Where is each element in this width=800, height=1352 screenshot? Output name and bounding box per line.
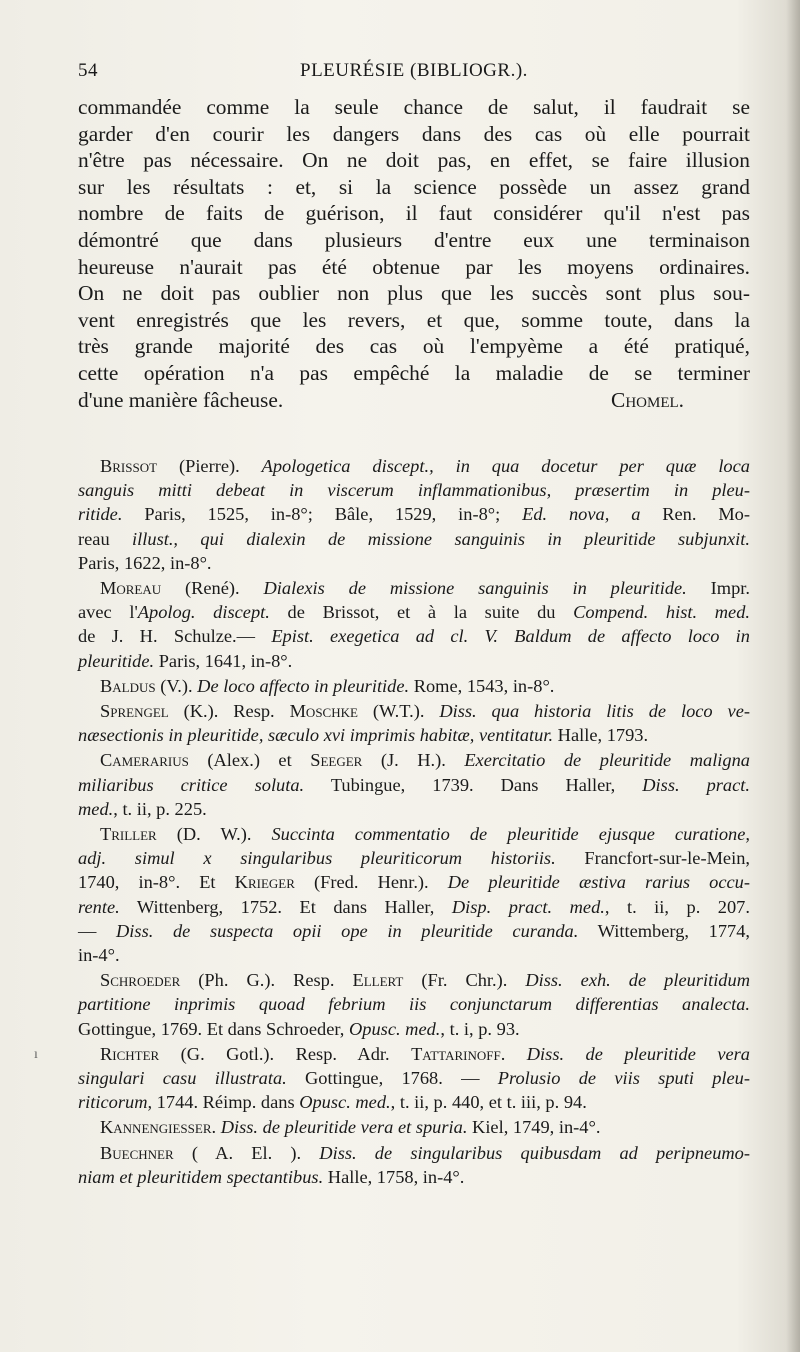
bibliography-line: de J. H. Schulze.— Epist. exegetica ad cl. V. Baldum de affecto loco in xyxy=(78,626,750,647)
bibliography-line: 1740, in-8°. Et Krieger (Fred. Henr.). De pleuritide æstiva rarius occu- xyxy=(78,872,751,893)
author-signature: Chomel. xyxy=(611,387,684,412)
bibliography-line: miliaribus critice soluta. Tubingue, 1739. Dans Haller, Diss. pract. xyxy=(78,774,750,795)
bibliography-line: avec l'Apolog. discept. de Brissot, et à la suite du Compend. hist. med. xyxy=(78,602,750,623)
bibliography-line: partitione inprimis quoad febrium iis conjunctarum differentias analecta. xyxy=(78,994,750,1015)
paragraph-line: sur les résultats : et, si la science possède un assez grand xyxy=(78,174,750,199)
paragraph-line: On ne doit pas oublier non plus que les succès sont plus sou- xyxy=(78,281,750,306)
bibliography-line: riticorum, 1744. Réimp. dans Opusc. med., t. ii, p. 440, et t. iii, p. 94. xyxy=(78,1092,587,1113)
paragraph-line: vent enregistrés que les revers, et que, somme toute, dans la xyxy=(78,307,750,332)
bibliography-entry xyxy=(78,1042,750,1115)
bibliography-line: rente. Wittenberg, 1752. Et dans Haller, Disp. pract. med., t. ii, p. 207. xyxy=(78,896,750,917)
bibliography-line: Buechner ( A. El. ). Diss. de singularibus quibusdam ad peripneumo- xyxy=(100,1142,751,1163)
margin-mark: ı xyxy=(34,1047,38,1062)
bibliography-line: singulari casu illustrata. Gottingue, 1768. — Prolusio de viis sputi pleu- xyxy=(78,1068,750,1089)
bibliography-line: Richter (G. Gotl.). Resp. Adr. Tattarinoff. Diss. de pleuritide vera xyxy=(100,1043,750,1064)
paragraph-line: commandée comme la seule chance de salut, il faudrait se xyxy=(78,95,750,119)
bibliography-line: Brissot (Pierre). Apologetica discept., in qua docetur per quæ loca xyxy=(100,456,750,476)
paragraph-line: heureuse n'aurait pas été obtenue par les moyens ordinaires. xyxy=(78,254,750,279)
paragraph-closing-line xyxy=(78,387,684,414)
paragraph-line: nombre de faits de guérison, il faut considérer qu'il n'est pas xyxy=(78,201,750,226)
bibliography-line: Camerarius (Alex.) et Seeger (J. H.). Exercitatio de pleuritide maligna xyxy=(100,750,750,771)
bibliography-line: ritide. Paris, 1525, in-8°; Bâle, 1529, in-8°; Ed. nova, a Ren. Mo- xyxy=(78,504,751,525)
bibliography-line: næsectionis in pleuritide, sæculo xvi imprimis habitæ, ventitatur. Halle, 1793. xyxy=(78,725,649,746)
bibliography-line: Gottingue, 1769. Et dans Schroeder, Opusc. med., t. i, p. 93. xyxy=(78,1018,520,1039)
bibliography-line: adj. simul x singularibus pleuriticorum historiis. Francfort-sur-le-Mein, xyxy=(78,848,750,869)
bibliography-line: Kannengiesser. Diss. de pleuritide vera et spuria. Kiel, 1749, in-4°. xyxy=(100,1117,601,1138)
page-header xyxy=(78,60,748,88)
bibliography-line: Paris, 1622, in-8°. xyxy=(78,552,212,573)
bibliography-line: sanguis mitti debeat in viscerum inflammationibus, præsertim in pleu- xyxy=(78,480,750,501)
bibliography-entry xyxy=(78,454,750,575)
bibliography-entry xyxy=(78,699,750,747)
bibliography-entry xyxy=(78,576,750,673)
paragraph-line: n'être pas nécessaire. On ne doit pas, en effet, se faire illusion xyxy=(78,148,750,173)
bibliography-entry xyxy=(78,674,750,698)
main-paragraph xyxy=(78,94,750,413)
bibliography-line: — Diss. de suspecta opii ope in pleuritide curanda. Wittemberg, 1774, xyxy=(78,920,750,941)
bibliography-line: Sprengel (K.). Resp. Moschke (W.T.). Diss. qua historia litis de loco ve- xyxy=(100,701,750,722)
bibliography-line: in-4°. xyxy=(78,945,120,966)
paragraph-line: démontré que dans plusieurs d'entre eux une terminaison xyxy=(78,227,750,252)
bibliography-line: niam et pleuritidem spectantibus. Halle, 1758, in-4°. xyxy=(78,1166,465,1187)
bibliography-entry xyxy=(78,968,750,1041)
paragraph-line: très grande majorité des cas où l'empyème a été pratiqué, xyxy=(78,334,750,359)
running-title: PLEURÉSIE (BIBLIOGR.). xyxy=(300,60,528,81)
page-edge-shadow xyxy=(786,0,800,1352)
paragraph-line: cette opération n'a pas empêché la maladie de se terminer xyxy=(78,360,750,385)
page-number: 54 xyxy=(78,60,98,81)
bibliography-line: Schroeder (Ph. G.). Resp. Ellert (Fr. Chr.). Diss. exh. de pleuritidum xyxy=(100,970,750,991)
bibliography-entry xyxy=(78,1115,750,1139)
bibliography-line: Triller (D. W.). Succinta commentatio de pleuritide ejusque curatione, xyxy=(100,824,750,845)
bibliography-line: Moreau (René). Dialexis de missione sanguinis in pleuritide. Impr. xyxy=(100,578,750,599)
bibliography-line: reau illust., qui dialexin de missione sanguinis in pleuritide subjunxit. xyxy=(78,528,750,549)
bibliography-line: Baldus (V.). De loco affecto in pleuritide. Rome, 1543, in-8°. xyxy=(100,675,555,696)
paragraph-line: garder d'en courir les dangers dans des cas où elle pourrait xyxy=(78,121,750,146)
bibliography-list xyxy=(78,454,750,1190)
bibliography-line: pleuritide. Paris, 1641, in-8°. xyxy=(78,650,293,671)
paragraph-last-line: d'une manière fâcheuse. xyxy=(78,387,284,412)
bibliography-line: med., t. ii, p. 225. xyxy=(78,798,207,819)
bibliography-entry xyxy=(78,748,750,821)
bibliography-entry xyxy=(78,822,750,967)
bibliography-entry xyxy=(78,1141,750,1189)
